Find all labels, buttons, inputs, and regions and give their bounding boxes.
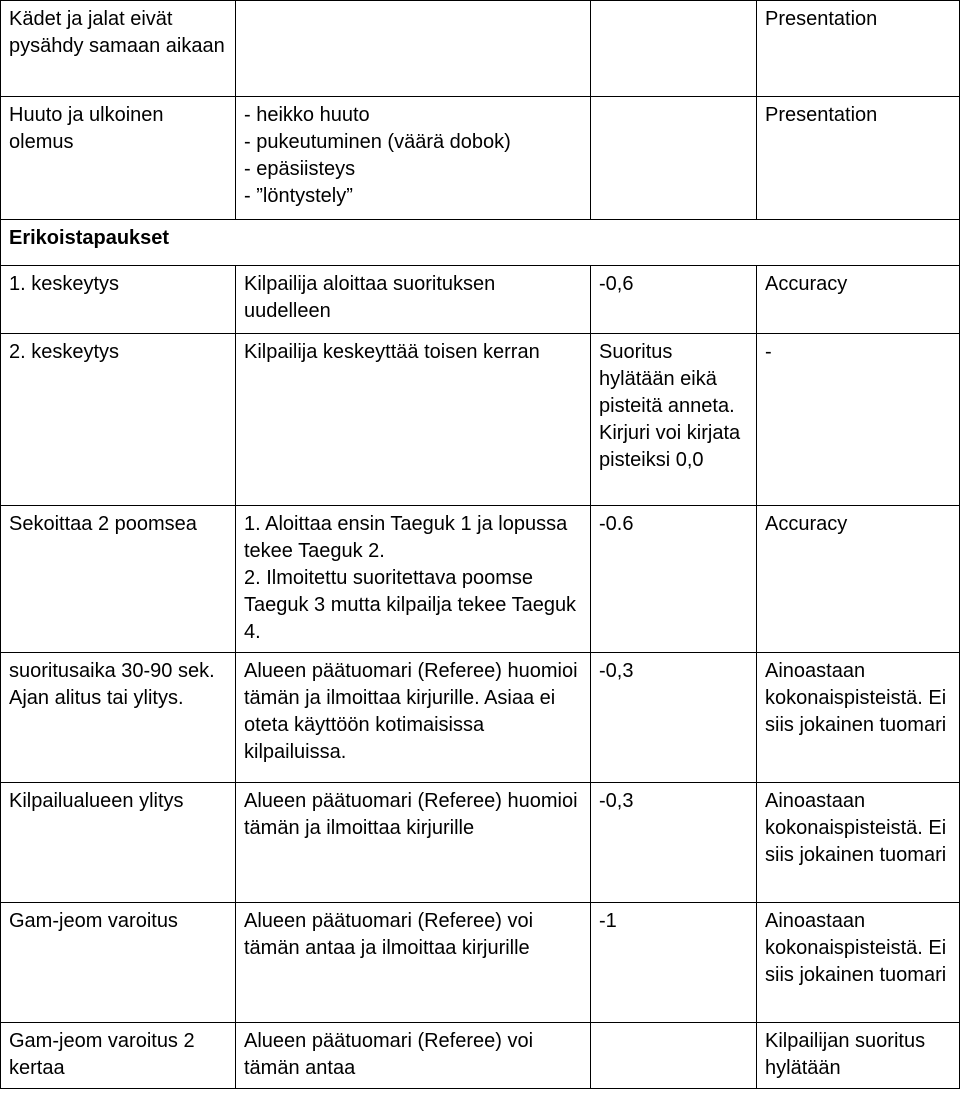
description-cell: 1. Aloittaa ensin Taeguk 1 ja lopussa tekee Taeguk 2. 2. Ilmoitettu suoritettava poomse Taeguk 3 mutta kilpailja tekee Taeguk 4. xyxy=(236,506,591,653)
deduction-cell xyxy=(591,1023,757,1089)
description-cell: Alueen päätuomari (Referee) huomioi tämän ja ilmoittaa kirjurille xyxy=(236,783,591,903)
table-row xyxy=(1,506,960,653)
offense-cell: Kilpailualueen ylitys xyxy=(1,783,236,903)
table-row xyxy=(1,783,960,903)
deduction-cell: Suoritus hylätään eikä pisteitä anneta. Kirjuri voi kirjata pisteiksi 0,0 xyxy=(591,334,757,506)
category-cell: Ainoastaan kokonaispisteistä. Ei siis jokainen tuomari xyxy=(757,783,960,903)
deduction-cell: -0,6 xyxy=(591,266,757,334)
description-cell: Kilpailija keskeyttää toisen kerran xyxy=(236,334,591,506)
deduction-cell: -1 xyxy=(591,903,757,1023)
deduction-cell: -0.6 xyxy=(591,506,757,653)
table-row xyxy=(1,334,960,506)
category-cell: - xyxy=(757,334,960,506)
category-cell: Accuracy xyxy=(757,266,960,334)
table-row xyxy=(1,653,960,783)
deduction-cell: -0,3 xyxy=(591,653,757,783)
description-cell: Kilpailija aloittaa suorituksen uudelleen xyxy=(236,266,591,334)
table-row xyxy=(1,1023,960,1089)
description-cell: - heikko huuto - pukeutuminen (väärä dobok) - epäsiisteys - ”löntystely” xyxy=(236,97,591,220)
section-heading: Erikoistapaukset xyxy=(1,220,960,266)
deduction-cell xyxy=(591,1,757,97)
description-cell: Alueen päätuomari (Referee) voi tämän antaa ja ilmoittaa kirjurille xyxy=(236,903,591,1023)
description-cell xyxy=(236,1,591,97)
section-header-row xyxy=(1,220,960,266)
category-cell: Accuracy xyxy=(757,506,960,653)
offense-cell: Huuto ja ulkoinen olemus xyxy=(1,97,236,220)
table-row xyxy=(1,903,960,1023)
category-cell: Ainoastaan kokonaispisteistä. Ei siis jokainen tuomari xyxy=(757,903,960,1023)
offense-cell: Sekoittaa 2 poomsea xyxy=(1,506,236,653)
offense-cell: Kädet ja jalat eivät pysähdy samaan aikaan xyxy=(1,1,236,97)
table-row xyxy=(1,266,960,334)
category-cell: Kilpailijan suoritus hylätään xyxy=(757,1023,960,1089)
description-cell: Alueen päätuomari (Referee) voi tämän antaa xyxy=(236,1023,591,1089)
category-cell: Presentation xyxy=(757,97,960,220)
offense-cell: Gam-jeom varoitus 2 kertaa xyxy=(1,1023,236,1089)
category-cell: Presentation xyxy=(757,1,960,97)
offense-cell: 2. keskeytys xyxy=(1,334,236,506)
offense-cell: 1. keskeytys xyxy=(1,266,236,334)
offense-cell: suoritusaika 30-90 sek. Ajan alitus tai ylitys. xyxy=(1,653,236,783)
deduction-cell xyxy=(591,97,757,220)
category-cell: Ainoastaan kokonaispisteistä. Ei siis jokainen tuomari xyxy=(757,653,960,783)
deduction-cell: -0,3 xyxy=(591,783,757,903)
table-row xyxy=(1,1,960,97)
description-cell: Alueen päätuomari (Referee) huomioi tämän ja ilmoittaa kirjurille. Asiaa ei oteta käyttöön kotimaisissa kilpailuissa. xyxy=(236,653,591,783)
table-row xyxy=(1,97,960,220)
offense-cell: Gam-jeom varoitus xyxy=(1,903,236,1023)
